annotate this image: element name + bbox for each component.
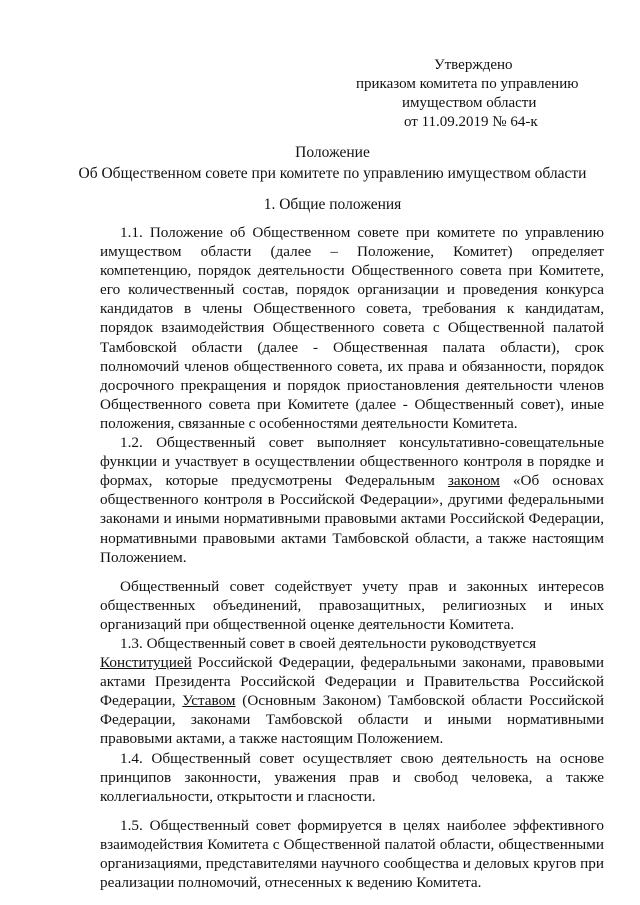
document-heading: Положение [295,144,370,161]
paragraph-1-3-text-b: Российской Федерации, федеральными законами, правовыми актами Президента Российской Федерации и Правительства Российской Федерации, [100,654,604,710]
paragraph-1-3-text-a: 1.3. Общественный совет в своей деятельности руководствуется [120,634,537,652]
approval-line-date: от 11.09.2019 № 64-к [404,114,538,130]
charter-link[interactable]: Уставом [182,692,236,710]
approval-line-order: приказом комитета по управлению [356,76,579,92]
section-heading: 1. Общие положения [263,196,402,213]
federal-law-link[interactable]: законом [447,472,500,490]
document-subheading: Об Общественном совете при комитете по управлению имуществом области [78,165,587,182]
paragraph-1-1: 1.1. Положение об Общественном совете при комитете по управлению имуществом области (далее – Положение, Комитет) определяет компетенцию, порядок деятельности Общественного совета при Комитете, его количественный состав, порядок организации и проведения конкурса кандидатов в члены Общественного совета, требования к кандидатам, порядок взаимодействия Общественного совета с Общественной палатой Тамбовской области (далее - Общественная палата области), срок полномочий членов общественного совета, их права и обязанности, порядок досрочного прекращения и порядок приостановления деятельности членов Общественного совета при Комитете (далее - Общественный совет), иные положения, связанные с особенностями деятельности Комитета. [100,224,604,432]
document-body [100,223,604,892]
paragraph-1-4: 1.4. Общественный совет осуществляет свою деятельность на основе принципов законности, уважения прав и свобод человека, а также коллегиальности, открытости и гласности. [100,749,604,805]
paragraph-1-3 [100,634,604,749]
approval-block [356,56,616,132]
paragraph-1-2-text-a: 1.2. Общественный совет выполняет консультативно-совещательные функции и участвует в осуществлении общественного контроля в порядке и формах, которые предусмотрены Федеральным [100,434,604,490]
paragraph-1-3-text-c: (Основным Законом) Тамбовской области Российской Федерации, законами Тамбовской области и иными нормативными правовыми актами, а также настоящим Положением. [100,692,605,748]
paragraph-1-2 [100,433,604,567]
approval-line-approved: Утверждено [434,57,513,73]
approval-line-property: имуществом области [402,95,537,111]
paragraph-1-2-text-b: «Об основах общественного контроля в Российской Федерации», другими федеральными законами и иными нормативными правовыми актами Российской Федерации, нормативными правовыми актами Тамбовской области, а также настоящим Положением. [100,472,604,566]
paragraph-1-5: 1.5. Общественный совет формируется в целях наиболее эффективного взаимодействия Комитета с Общественной палатой области, общественными организациями, представителями научного сообщества и деловых кругов при реализации полномочий, отнесенных к ведению Комитета. [100,816,604,892]
constitution-link[interactable]: Конституцией [100,654,192,672]
paragraph-1-2-continuation: Общественный совет содействует учету прав и законных интересов общественных объединений, правозащитных, религиозных и иных организаций при общественной оценке деятельности Комитета. [100,577,604,633]
